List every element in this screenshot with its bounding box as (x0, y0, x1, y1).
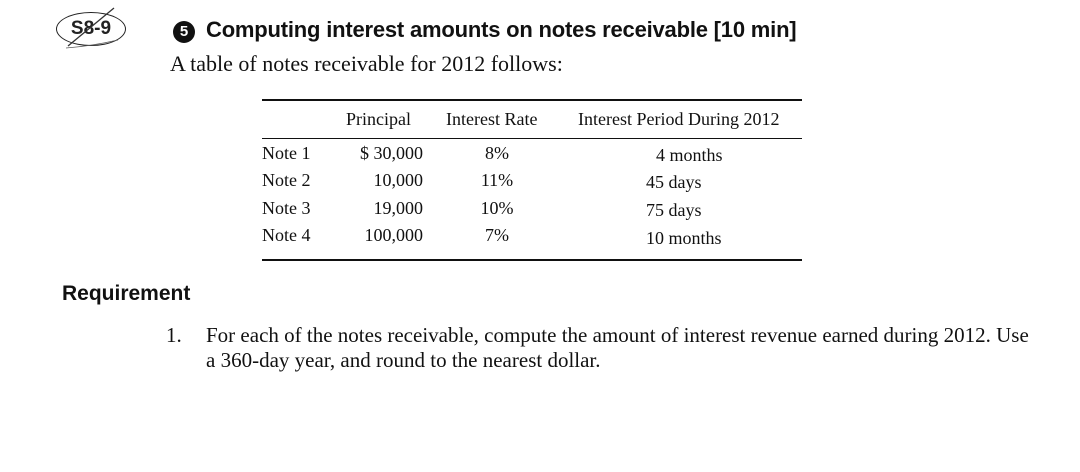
note-label: Note 2 (262, 170, 311, 190)
interest-rate-value: 7% (485, 225, 509, 245)
note-label: Note 1 (262, 143, 311, 163)
principal-value: 19,000 (373, 198, 423, 218)
interest-period-value: 4 months (656, 145, 723, 165)
intro-text: A table of notes receivable for 2012 follows: (170, 51, 563, 76)
principal-value: 100,000 (364, 225, 423, 245)
column-header-interest-period: Interest Period During 2012 (578, 109, 780, 129)
principal-value: 10,000 (373, 170, 423, 190)
requirement-item-number: 1. (166, 323, 182, 347)
table-bottom-rule (262, 259, 802, 261)
table-top-rule (262, 99, 802, 101)
requirement-item-text: For each of the notes receivable, compute the amount of interest revenue earned during 2012. Use a 360-day year, and round to the nearest dollar. (206, 323, 1029, 372)
table-header-rule (262, 138, 802, 139)
interest-period-value: 75 days (646, 200, 702, 220)
note-label: Note 4 (262, 225, 311, 245)
interest-rate-value: 10% (480, 198, 514, 218)
interest-rate-value: 8% (485, 143, 509, 163)
column-header-interest-rate: Interest Rate (446, 109, 538, 129)
interest-period-value: 45 days (646, 172, 702, 192)
exercise-heading: Computing interest amounts on notes receivable [10 min] (206, 17, 797, 42)
principal-value: $ 30,000 (360, 143, 423, 163)
note-label: Note 3 (262, 198, 311, 218)
interest-period-value: 10 months (646, 228, 722, 248)
exercise-tag: S8-9 (56, 12, 126, 46)
column-header-principal: Principal (346, 109, 411, 129)
exercise-number-badge: 5 (173, 21, 195, 43)
requirement-heading: Requirement (62, 282, 191, 305)
interest-rate-value: 11% (480, 170, 514, 190)
